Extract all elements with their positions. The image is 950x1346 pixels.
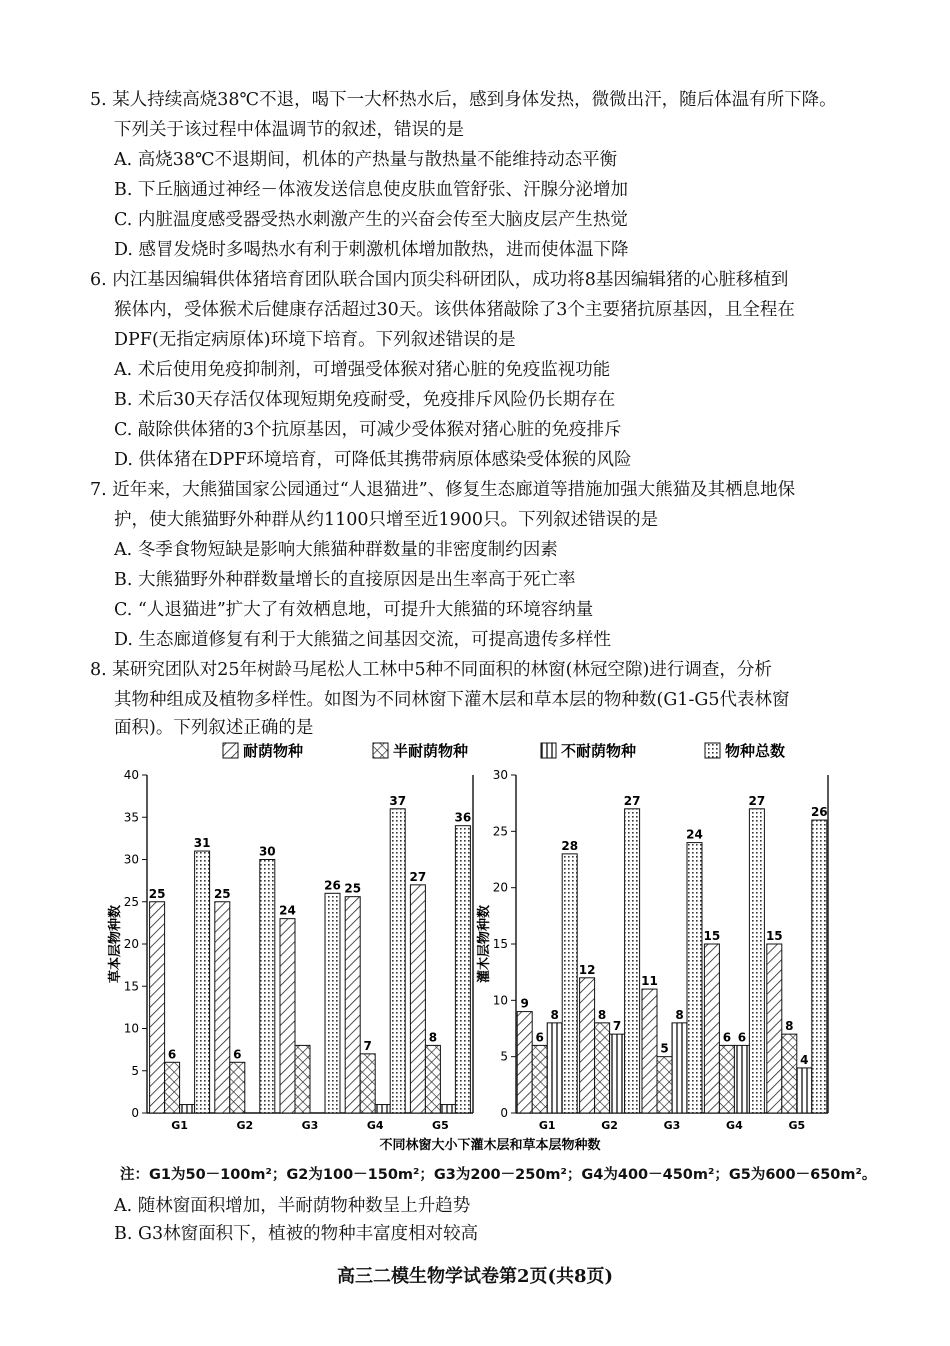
bar-shade-tolerant-1-g1 [517,1012,532,1113]
legend-swatch-total [705,743,720,758]
q6-option-b: B. 术后30天存活仅体现短期免疫耐受，免疫排斥风险仍长期存在 [114,390,616,410]
legend-label-shade-tolerant: 耐荫物种 [243,742,304,760]
legend [223,742,785,760]
bar-intolerant-1-g2 [610,1034,625,1113]
legend-label-semi-tolerant: 半耐荫物种 [393,742,469,760]
bar-total-1-g1 [562,854,577,1113]
data-label-shade-tolerant-1-g4: 15 [703,929,721,943]
chart-note: 注：G1为50－100m²；G2为100－150m²；G3为200－250m²；G4为400－450m²；G5为600－650m²。 [120,1167,877,1183]
q6-option-c: C. 敲除供体猪的3个抗原基因，可减少受体猴对猪心脏的免疫排斥 [114,420,622,440]
data-label-semi-tolerant-1-g1: 6 [535,1030,544,1045]
bar-intolerant-1-g4 [734,1045,749,1113]
bar-semi-tolerant-0-g3 [295,1045,310,1113]
q5-option-a: A. 高烧38℃不退期间，机体的产热量与散热量不能维持动态平衡 [114,150,618,170]
q7-option-c: C. “人退猫进”扩大了有效栖息地，可提升大熊猫的环境容纳量 [114,600,594,620]
bar-total-1-g4 [749,809,764,1113]
q5-option-b: B. 下丘脑通过神经－体液发送信息使皮肤血管舒张、汗腺分泌增加 [114,180,628,200]
herb-layer-chart [107,768,473,1132]
data-label-intolerant-1-g4: 6 [737,1030,747,1045]
bar-semi-tolerant-1-g5 [782,1034,797,1113]
q8-line-3: 面积)。下列叙述正确的是 [114,718,314,738]
q5-option-d: D. 感冒发烧时多喝热水有利于刺激机体增加散热，进而使体温下降 [114,240,629,260]
data-label-semi-tolerant-1-g3: 5 [660,1041,669,1056]
data-label-semi-tolerant-1-g2: 8 [597,1007,607,1022]
legend-swatch-semi-tolerant [373,743,388,758]
q7-line-1: 7. 近年来，大熊猫国家公园通过“人退猫进”、修复生态廊道等措施加强大熊猫及其栖息地保 [90,480,796,500]
q5-line-2: 下列关于该过程中体温调节的叙述，错误的是 [114,120,464,140]
bar-total-0-g4 [390,809,405,1113]
legend-swatch-shade-tolerant [223,743,238,758]
bar-shade-tolerant-0-g4 [345,897,360,1113]
q5-option-c: C. 内脏温度感受器受热水刺激产生的兴奋会传至大脑皮层产生热觉 [114,210,628,230]
data-label-semi-tolerant-0-g2: 6 [233,1047,242,1062]
bar-intolerant-1-g5 [797,1068,812,1113]
q7-line-2: 护，使大熊猫野外种群从约1100只增至近1900只。下列叙述错误的是 [114,510,659,530]
bar-shade-tolerant-0-g5 [410,885,425,1113]
data-label-total-1-g2: 27 [623,793,641,808]
data-label-total-0-g1: 31 [193,836,211,851]
x-axis-caption: 不同林窗大小下灌木层和草本层物种数 [379,1138,601,1153]
data-label-semi-tolerant-0-g4: 7 [363,1038,372,1053]
y-tick-label-1-6: 30 [492,768,508,782]
data-label-shade-tolerant-0-g2: 25 [213,886,231,901]
q6-option-d: D. 供体猪在DPF环境培育，可降低其携带病原体感染受体猴的风险 [114,450,632,470]
data-label-total-1-g5: 26 [810,805,828,820]
bar-semi-tolerant-0-g2 [230,1062,245,1113]
bar-shade-tolerant-0-g1 [150,902,165,1113]
bar-semi-tolerant-1-g4 [719,1045,734,1113]
data-label-shade-tolerant-0-g1: 25 [148,886,166,901]
y-tick-label-1-2: 10 [492,993,508,1008]
q6-line-3: DPF(无指定病原体)环境下培育。下列叙述错误的是 [114,330,516,350]
bar-intolerant-0-g5 [440,1105,455,1113]
x-tick-label-0-3: G4 [366,1119,384,1132]
q7-option-a: A. 冬季食物短缺是影响大熊猫种群数量的非密度制约因素 [114,540,558,560]
bar-intolerant-1-g3 [672,1023,687,1113]
y-tick-label-1-1: 5 [500,1049,508,1064]
data-label-shade-tolerant-1-g2: 12 [578,962,596,977]
y-tick-label-0-2: 10 [123,1021,139,1036]
y-tick-label-1-5: 25 [492,824,508,839]
y-tick-label-1-0: 0 [500,1106,508,1120]
x-tick-label-0-1: G2 [236,1119,254,1132]
bar-shade-tolerant-1-g5 [767,944,782,1113]
bar-total-1-g5 [812,820,827,1113]
x-tick-label-0-0: G1 [171,1119,188,1132]
bar-intolerant-0-g4 [375,1105,390,1113]
shrub-layer-chart [476,768,828,1132]
q8-line-2: 其物种组成及植物多样性。如图为不同林窗下灌木层和草本层的物种数(G1-G5代表林窗 [114,690,790,710]
bar-shade-tolerant-0-g3 [280,919,295,1113]
bar-total-1-g3 [687,843,702,1113]
bar-shade-tolerant-1-g2 [580,978,595,1113]
data-label-intolerant-1-g2: 7 [612,1019,622,1034]
bar-semi-tolerant-0-g5 [425,1045,440,1113]
y-axis-label-0: 草本层物种数 [108,904,123,984]
data-label-intolerant-1-g5: 4 [800,1052,809,1067]
legend-swatch-intolerant [541,743,556,758]
y-tick-label-0-1: 5 [131,1063,139,1078]
bar-total-0-g2 [260,860,275,1114]
data-label-total-0-g4: 37 [389,793,407,808]
data-label-semi-tolerant-1-g4: 6 [722,1030,732,1045]
bar-semi-tolerant-1-g3 [657,1057,672,1113]
q7-option-b: B. 大熊猫野外种群数量增长的直接原因是出生率高于死亡率 [114,570,576,590]
q8-line-1: 8. 某研究团队对25年树龄马尾松人工林中5种不同面积的林窗(林冠空隙)进行调查，分析 [90,660,772,680]
data-label-total-1-g1: 28 [561,838,579,853]
q8-option-a: A. 随林窗面积增加，半耐荫物种数呈上升趋势 [114,1196,471,1216]
data-label-total-1-g4: 27 [748,793,766,808]
x-tick-label-1-3: G4 [726,1119,743,1132]
y-tick-label-0-3: 15 [123,979,139,994]
bar-semi-tolerant-1-g1 [532,1045,547,1113]
y-tick-label-0-4: 20 [123,937,139,951]
bar-shade-tolerant-1-g4 [704,944,719,1113]
bar-shade-tolerant-0-g2 [215,902,230,1113]
x-tick-label-1-0: G1 [538,1119,556,1132]
legend-label-total: 物种总数 [725,742,786,760]
y-tick-label-1-3: 15 [492,937,508,951]
data-label-total-0-g5: 36 [454,810,472,825]
data-label-shade-tolerant-1-g3: 11 [641,974,658,989]
x-tick-label-1-4: G5 [788,1119,806,1132]
bar-total-0-g1 [195,851,210,1113]
q7-option-d: D. 生态廊道修复有利于大熊猫之间基因交流，可提高遗传多样性 [114,630,612,650]
bar-semi-tolerant-1-g2 [595,1023,610,1113]
y-axis-label-1: 灌木层物种数 [477,904,492,984]
y-tick-label-0-7: 35 [123,810,139,825]
y-tick-label-0-8: 40 [123,768,139,782]
data-label-total-1-g3: 24 [686,827,703,842]
data-label-shade-tolerant-0-g5: 27 [409,869,427,884]
y-tick-label-0-5: 25 [123,894,139,909]
y-tick-label-0-0: 0 [131,1106,139,1120]
q5-line-1: 5. 某人持续高烧38℃不退，喝下一大杯热水后，感到身体发热，微微出汗，随后体温有所下降。 [90,90,837,110]
y-tick-label-1-4: 20 [492,880,508,895]
bar-shade-tolerant-1-g3 [642,989,657,1113]
data-label-semi-tolerant-0-g1: 6 [167,1047,177,1062]
data-label-shade-tolerant-1-g1: 9 [520,996,529,1011]
data-label-semi-tolerant-0-g5: 8 [428,1030,438,1045]
x-tick-label-1-1: G2 [601,1119,618,1132]
data-label-total-0-g3: 26 [324,878,341,893]
q8-option-b: B. G3林窗面积下，植被的物种丰富度相对较高 [114,1224,479,1244]
bar-total-0-g3 [325,893,340,1113]
data-label-intolerant-1-g3: 8 [675,1007,684,1022]
y-tick-label-0-6: 30 [123,852,139,867]
data-label-shade-tolerant-0-g4: 25 [344,881,362,896]
bar-total-1-g2 [625,809,640,1113]
bar-semi-tolerant-0-g1 [165,1062,180,1113]
q6-line-1: 6. 内江基因编辑供体猪培育团队联合国内顶尖科研团队，成功将8基因编辑猪的心脏移植到 [90,270,789,290]
bar-semi-tolerant-0-g4 [360,1054,375,1113]
bar-intolerant-0-g1 [180,1105,195,1113]
legend-label-intolerant: 不耐荫物种 [561,742,637,760]
page-footer: 高三二模生物学试卷第2页(共8页) [336,1266,614,1287]
bar-intolerant-1-g1 [547,1023,562,1113]
x-tick-label-0-2: G3 [301,1119,319,1132]
data-label-shade-tolerant-1-g5: 15 [765,929,783,943]
species-bar-charts [95,735,885,1155]
x-tick-label-1-2: G3 [663,1119,681,1132]
data-label-intolerant-1-g1: 8 [550,1007,559,1022]
q6-line-2: 猴体内，受体猴术后健康存活超过30天。该供体猪敲除了3个主要猪抗原基因，且全程在 [114,300,795,320]
data-label-semi-tolerant-1-g5: 8 [785,1019,794,1034]
data-label-total-0-g2: 30 [258,844,276,859]
x-tick-label-0-4: G5 [432,1119,449,1132]
q6-option-a: A. 术后使用免疫抑制剂，可增强受体猴对猪心脏的免疫监视功能 [114,360,611,380]
bar-total-0-g5 [455,826,470,1113]
data-label-shade-tolerant-0-g3: 24 [279,903,296,918]
